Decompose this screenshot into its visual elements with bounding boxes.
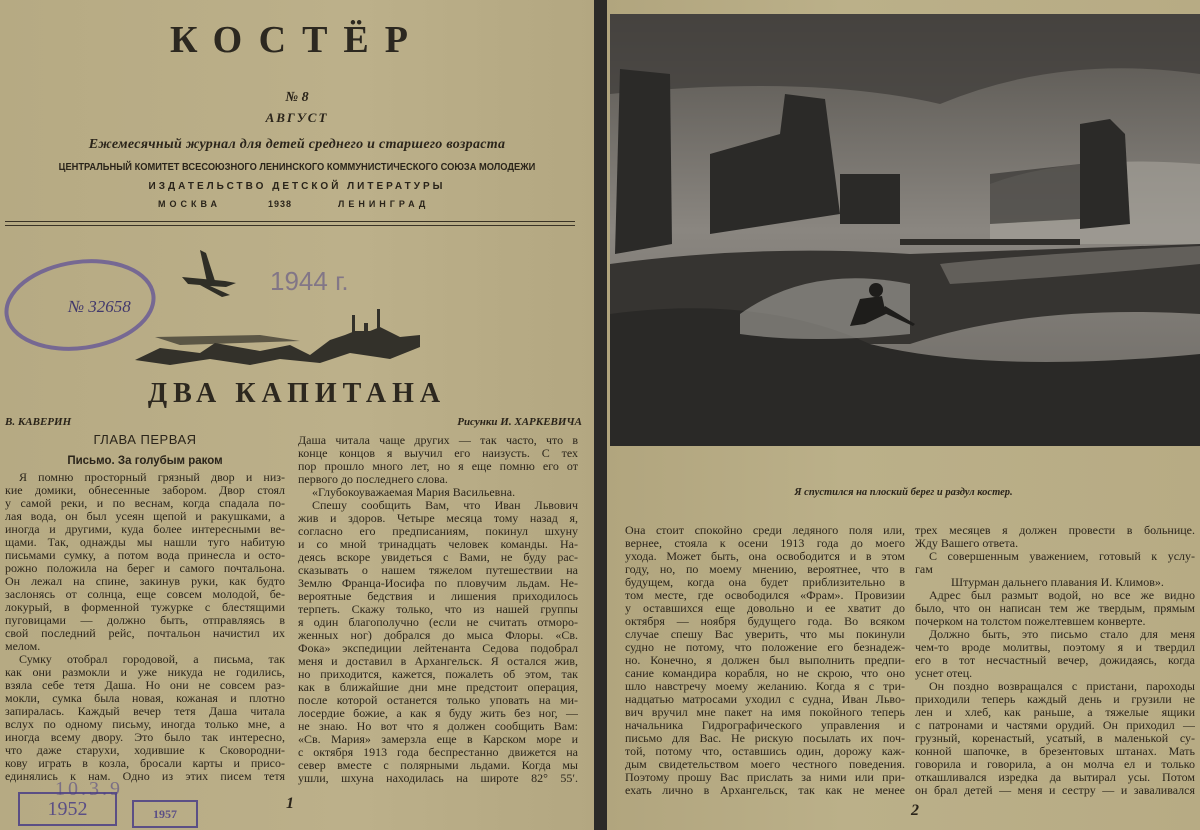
publisher: ИЗДАТЕЛЬСТВО ДЕТСКОЙ ЛИТЕРАТУРЫ	[148, 181, 446, 192]
text-line: начальника Гидрографического управления и	[625, 719, 905, 732]
text-line: пор прошло много лет, но я еще помню его от	[298, 460, 578, 473]
text-column	[298, 434, 578, 785]
text-line: Жду Вашего ответа.	[915, 537, 1019, 550]
magazine-subtitle: Ежемесячный журнал для детей среднего и старшего возраста	[88, 137, 506, 152]
header-rule	[5, 221, 575, 222]
text-line: я один благополучно (если не считать отморо-	[298, 616, 578, 629]
text-line: север вместе с полярными льдами. Когда мы	[298, 759, 578, 772]
text-line: кие домики, обнесенные забором. Двор стоял	[5, 484, 285, 497]
organization: ЦЕНТРАЛЬНЫЙ КОМИТЕТ ВСЕСОЮЗНОГО ЛЕНИНСКОГО КОММУНИСТИЧЕСКОГО СОЮЗА МОЛОДЕЖИ	[58, 162, 536, 173]
text-line: С совершенным уважением, готовый к услу-	[929, 550, 1195, 563]
text-line: трех месяцев я должен провести в больнице.	[915, 524, 1195, 537]
city-left: МОСКВА	[158, 199, 222, 209]
text-line: конце концов я выучил его наизусть. С тех	[298, 447, 578, 460]
text-line: женных ног) добрался до мыса Флоры. «Св.	[298, 629, 578, 642]
text-line: мелом.	[5, 640, 41, 653]
airplane-icon	[182, 250, 236, 297]
text-line: случае спешу Вас уверить, что мы покинули	[625, 628, 905, 641]
text-line: Спешу сообщить Вам, что Иван Львович	[312, 499, 578, 512]
text-line: лосердие божие, а как я буду жить без ног, —	[298, 707, 578, 720]
story-title: ДВА КАПИТАНА	[147, 378, 447, 409]
text-line: было, что он написан тем же твердым, прямым	[915, 602, 1195, 615]
page-number: 1	[286, 795, 294, 812]
text-line: деясь вскоре увидеться с Вами, не буду рас-	[298, 551, 578, 564]
text-line: с октября 1913 года беспрестанно движется на	[298, 746, 578, 759]
magazine-title: КОСТЁР	[170, 19, 424, 61]
text-line: судно не потому, что положение его безнадеж-	[625, 641, 905, 654]
text-line: говорила и говорила, а он молча ел и только	[915, 758, 1195, 771]
right-page	[607, 0, 1200, 830]
text-line: Поэтому прошу Вас прислать за ними или при-	[625, 771, 905, 784]
text-line: пуговицами — должно быть, отправляясь в	[5, 614, 285, 627]
issue-month: АВГУСТ	[265, 110, 329, 125]
text-line: у самой реки, и по веснам, когда спадала по-	[5, 497, 285, 510]
text-line: лая вода, он был усеян щепой и ракушками, а	[5, 510, 285, 523]
illustrator: Рисунки И. ХАРКЕВИЧА	[457, 416, 582, 428]
text-line: гам	[915, 563, 933, 576]
text-line: шло навстречу моему желанию. Когда я с три-	[625, 680, 905, 693]
author: В. КАВЕРИН	[5, 416, 72, 428]
text-line: Сумку отобрал городовой, а письма, так	[19, 653, 285, 666]
text-line: будущем, когда она будет приблизительно в	[625, 576, 905, 589]
text-line: письмами сумку, а потом вода принесла и осто-	[5, 549, 285, 562]
text-line: терпеть. Скажу только, что из нашей группы	[298, 603, 578, 616]
text-line: и со мной тринадцать человек команды. На-	[298, 538, 578, 551]
text-line: Адрес был размыт водой, но все же видно	[929, 589, 1195, 602]
text-line: той, потому что, оставшись один, дорожу каж-	[625, 745, 905, 758]
text-line: ухода. Может быть, она освободится и в этом	[625, 550, 905, 563]
text-line: запиралась. Каждый вечер тетя Даша читала	[5, 705, 285, 718]
text-line: после которой останется только уповать на ми-	[298, 694, 578, 707]
text-line: иногда всему двору. Это было так интересно,	[5, 731, 285, 744]
text-line: году, но, по моему мнению, вероятнее, что в	[625, 563, 905, 576]
text-line: письмо для Вас. Не рискую посылать их поч-	[625, 732, 905, 745]
text-line: Она стоит спокойно среди ледяного поля или,	[625, 524, 905, 537]
text-line: взяла себе тетя Даша. Но они не совсем раз-	[5, 679, 285, 692]
text-line: откашливался изредка да вытирал усы. Потом	[915, 771, 1195, 784]
text-line: как они размокли и уже никуда не годились,	[5, 666, 285, 679]
text-line: чем-то вроде молитвы, поэтому я и твердил	[915, 641, 1195, 654]
text-column	[915, 524, 1195, 797]
text-line: меня и доставил в Архангельск. Я остался жив,	[298, 655, 578, 668]
text-line: как в ближайшие дни мне предстоит операция,	[298, 681, 578, 694]
text-line: Я помню просторный грязный двор и низ-	[19, 471, 285, 484]
text-line: Даша читала чаще других — так часто, что в	[298, 434, 578, 447]
text-line: сание командира корабля, но не скрою, что оно	[625, 667, 905, 680]
text-line: иногда и другими, куда более интересными ве-	[5, 523, 285, 536]
text-line: единялись к нам. Одно из этих писем тетя	[5, 770, 285, 783]
year-stamp: 1944 г.	[270, 266, 349, 296]
text-line: согласно его предписаниям, покинул шхуну	[298, 525, 578, 538]
issue-number: № 8	[285, 90, 309, 105]
text-line: жив и здоров. Четыре месяца тому назад я,	[298, 512, 578, 525]
year: 1938	[268, 199, 293, 209]
section-title: Письмо. За голубым раком	[67, 455, 223, 467]
text-line: почерком на толстом пожелтевшем конверте.	[915, 615, 1146, 628]
text-line: уснет отец.	[915, 667, 973, 680]
text-line: сказывать о нашем тяжелом путешествии на	[298, 564, 578, 577]
text-line: но. Конечно, я должен был выполнить предпи-	[625, 654, 905, 667]
page-number: 2	[911, 802, 919, 819]
text-line: Фока» экспедиции лейтенанта Седова подобрал	[298, 642, 578, 655]
stamp-box: 1957	[132, 800, 198, 828]
text-line: Должно быть, это письмо стало для меня	[929, 628, 1195, 641]
bridge	[900, 239, 1080, 245]
text-line: Штурман дальнего плавания И. Климов».	[951, 576, 1164, 589]
text-line: что даже старухи, ходившие к Сковородни-	[5, 744, 285, 757]
text-line: его в тот несчастный вечер, дожидаясь, когда	[915, 654, 1195, 667]
text-line: заслонясь от солнца, еще совсем молодой, бе-	[5, 588, 285, 601]
text-line: у оставшихся еще довольно и ее хватит до	[625, 602, 905, 615]
text-line: грузный, коренастый, усатый, в маленькой су-	[915, 732, 1195, 745]
handwritten-date: 10.3.9	[55, 778, 123, 800]
text-column	[625, 524, 905, 797]
text-line: приходили теперь каждый день и грузили не	[915, 693, 1195, 706]
text-line: том месте, где освободился «Фрам». Провизии	[625, 589, 905, 602]
text-line: вслух по одному письму, иногда только мне, а	[5, 718, 285, 731]
text-line: лен и хлеб, как раньше, а тяжелые ящики	[915, 706, 1195, 719]
text-line: вич вручил мне пакет на имя покойного теперь	[625, 706, 905, 719]
text-line: кову играть в козла, бросали карты и присо-	[5, 757, 285, 770]
stamp-box: 1952	[18, 792, 117, 826]
text-line: вернее, стояла к осени 1913 года до моего	[625, 537, 905, 550]
text-line: не знаю. Но вот что я должен сообщить Вам:	[298, 720, 578, 733]
illustration-caption: Я спустился на плоский берег и раздул костер.	[794, 487, 1013, 498]
text-line: октября — ноября будущего года. Во всяком	[625, 615, 905, 628]
text-line: ехать лично в Архангельск, так как не менее	[625, 784, 905, 797]
text-line: первого до последнего слова.	[298, 473, 448, 486]
text-line: с патронами и частями орудий. Он приходил —	[915, 719, 1195, 732]
text-line: Он лежал на спине, закинув руки, как будто	[5, 575, 285, 588]
text-line: «Глубокоуважаемая Мария Васильевна.	[312, 486, 516, 499]
text-column	[5, 471, 285, 783]
city-right: ЛЕНИНГРАД	[338, 199, 430, 209]
illustration	[610, 14, 1200, 446]
text-line: Он поздно возвращался с пристани, пароходы	[929, 680, 1195, 693]
text-line: щами. Так, однажды мы нашли туго набитую	[5, 536, 285, 549]
text-line: конной шапочке, в брезентовых штанах. Мать	[915, 745, 1195, 758]
text-line: ушли, шхуна находилась на широте 82° 55′.	[298, 772, 578, 785]
left-page	[0, 0, 594, 830]
text-line: «Св. Мария» замерзла еще в Карском море и	[298, 733, 578, 746]
text-line: вероятные бедствия и лишения приходилось	[298, 590, 578, 603]
text-line: Землю Франца-Иосифа по пловучим льдам. Не-	[298, 577, 578, 590]
text-line: свой последний рейс, почтальон начистил их	[5, 627, 285, 640]
text-line: мокли, сумка была новая, кожаная и плотно	[5, 692, 285, 705]
text-line: локурый, в форменной тужурке с блестящими	[5, 601, 285, 614]
text-line: но приходится, кажется, пожалеть об этом, так	[298, 668, 578, 681]
text-line: рожно положила на берег и самого почтальона.	[5, 562, 285, 575]
chapter-title: ГЛАВА ПЕРВАЯ	[93, 432, 197, 447]
ice-and-ship-drawing	[135, 309, 420, 365]
text-line: надцатью матросами уходил с судна, Иван Льво-	[625, 693, 905, 706]
header-rule	[5, 225, 575, 226]
text-line: дым свидетельством моего честного поведения.	[625, 758, 905, 771]
library-number: № 32658	[68, 297, 131, 316]
text-line: он брал детей — меня и сестру — и заваливался	[915, 784, 1195, 797]
